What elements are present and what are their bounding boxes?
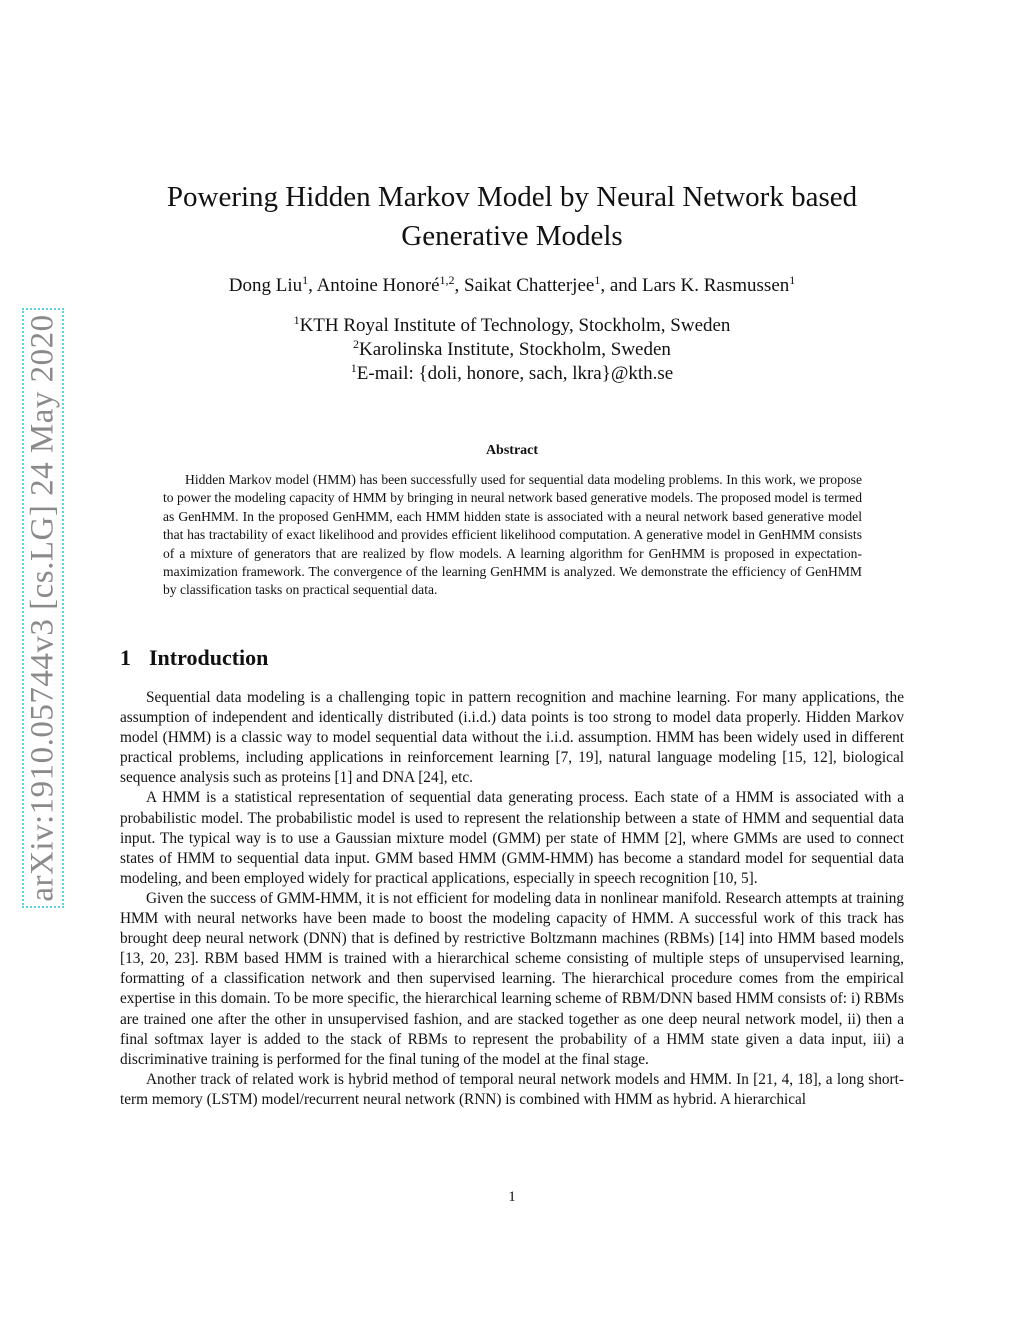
section-title: Introduction [149,645,269,670]
paragraph: A HMM is a statistical representation of sequential data generating process. Each state of a HMM is associated with a probabilistic model. The probabilistic model is used to represent the relationship between a state of HMM and sequential data input. The typical way is to use a Gaussian mixture model (GMM) per state of HMM [2], where GMMs are used to connect states of HMM to sequential data input. GMM based HMM (GMM-HMM) has become a standard model for sequential data modeling, and been employed widely for practical applications, especially in speech recognition [10, 5]. [120,789,904,887]
author: Lars K. Rasmussen$^1$ [642,273,796,296]
abstract-text: Hidden Markov model (HMM) has been successfully used for sequential data modeling problems. In this work, we propose to power the modeling capacity of HMM by bringing in neural network based generative models. The proposed model is termed as GenHMM. In the proposed GenHMM, each HMM hidden state is associated with a neural network based generative model that has tractability of exact likelihood and provides efficient likelihood computation. A generative model in GenHMM consists of a mixture of generators that are realized by flow models. A learning algorithm for GenHMM is proposed in expectation-maximization framework. The convergence of the learning GenHMM is analyzed. We demonstrate the efficiency of GenHMM by classification tasks on practical sequential data. [163,472,862,598]
introduction-body [120,688,904,1110]
arxiv-identifier: arXiv:1910.05744v3 [cs.LG] 24 May 2020 [24,314,61,902]
abstract-heading: Abstract [485,443,539,458]
paper-title: Powering Hidden Markov Model by Neural Network based Generative Models [166,181,858,252]
section-heading [120,645,268,671]
email-line: $^1$E-mail: {doli, honore, sach, lkra}@kth.se [350,361,674,384]
author: Saikat Chatterjee$^1$, and [464,273,643,296]
paragraph: Another track of related work is hybrid method of temporal neural network models and HMM. In [21, 4, 18], a long short-term memory (LSTM) model/recurrent neural network (RNN) is combined with HMM as hybrid. A hierarchical [120,1070,904,1108]
arxiv-stamp [22,308,64,908]
author-list [120,274,904,298]
affiliation-line: $^2$Karolinska Institute, Stockholm, Sweden [353,337,671,360]
affiliation-line: $^1$KTH Royal Institute of Technology, Stockholm, Sweden [293,313,731,336]
paragraph: Given the success of GMM-HMM, it is not efficient for modeling data in nonlinear manifold. Research attempts at training HMM with neural networks have been made to boost the modeling capacity of HMM. A successful work of this track has brought deep neural network (DNN) that is defined by restrictive Boltzmann machines (RBMs) [14] into HMM based models [13, 20, 23]. RBM based HMM is trained with a hierarchical scheme consisting of multiple steps of unsupervised learning, formatting of a classification network and then supervised learning. The hierarchical procedure comes from the empirical expertise in this domain. To be more specific, the hierarchical learning scheme of RBM/DNN based HMM consists of: i) RBMs are trained one after the other in unsupervised fashion, and are stacked together as one deep neural network model, ii) then a final softmax layer is added to the stack of RBMs to represent the probability of a HMM state given a data input, iii) a discriminative training is performed for the final tuning of the model at the final stage. [120,889,904,1068]
section-number: 1 [120,645,131,670]
page-number: 1 [508,1189,516,1205]
paragraph: Sequential data modeling is a challenging topic in pattern recognition and machine learning. For many applications, the assumption of independent and identically distributed (i.i.d.) data points is too strong to model data properly. Hidden Markov model (HMM) is a classic way to model sequential data without the i.i.d. assumption. HMM has been widely used in different practical problems, including applications in reinforcement learning [7, 19], natural language modeling [15, 12], biological sequence analysis such as proteins [1] and DNA [24], etc. [120,689,904,787]
author: Antoine Honoré$^{1,2}$, [316,273,465,296]
affiliations [120,314,904,386]
author: Dong Liu$^1$, [228,273,317,296]
